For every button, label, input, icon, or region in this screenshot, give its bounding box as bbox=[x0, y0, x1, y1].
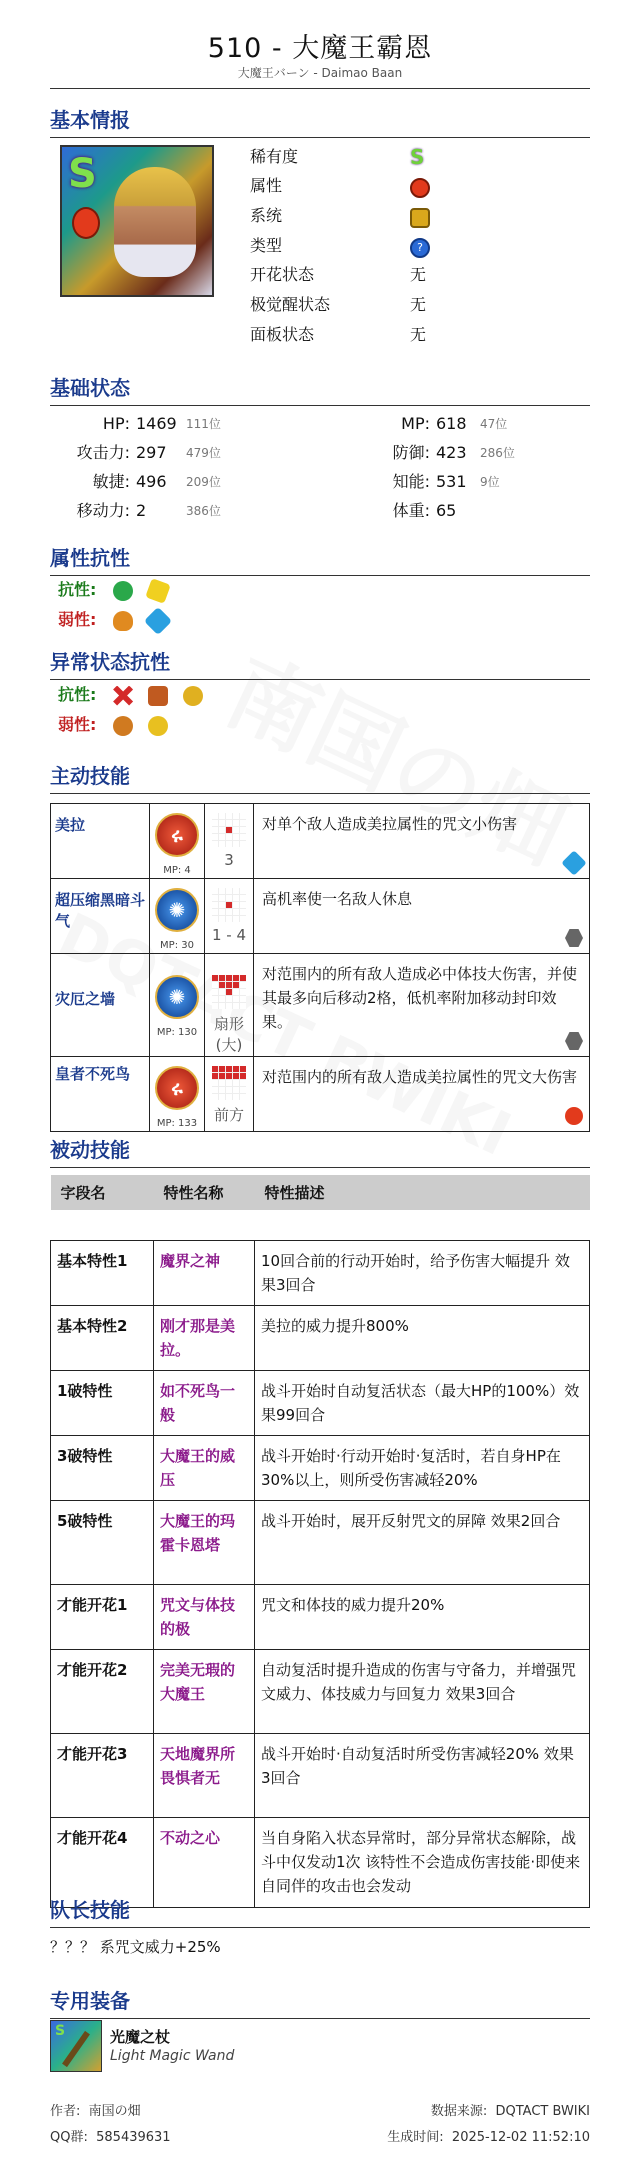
stat-weight: 体重: 65 bbox=[392, 501, 457, 520]
active-skill-table bbox=[50, 803, 590, 1132]
element-weak-row: 弱性: bbox=[58, 606, 178, 634]
page-title: 510 - 大魔王霸恩 bbox=[207, 33, 433, 64]
character-face bbox=[114, 167, 196, 277]
table-row: 基本特性2 刚才那是美拉。 美拉的威力提升800% bbox=[51, 1305, 590, 1370]
ice-element-icon bbox=[144, 606, 172, 634]
fire-element-icon bbox=[72, 207, 100, 239]
ice-element-icon bbox=[561, 850, 586, 875]
column-header: 特性描述 bbox=[255, 1175, 590, 1210]
skill-row: 超压缩黑暗斗气 ✺ MP: 30 1 - 4 高机率使一名敌人休息 bbox=[51, 879, 590, 954]
seal-cross-icon bbox=[113, 686, 133, 706]
info-panel: 面板状态 无 bbox=[250, 325, 427, 344]
range-grid-icon bbox=[212, 975, 246, 1009]
equip-name-en: Light Magic Wand bbox=[110, 2048, 235, 2064]
gear-status-icon bbox=[113, 716, 133, 736]
skill-desc: 高机率使一名敌人休息 bbox=[262, 890, 413, 908]
info-system: 系统 bbox=[250, 203, 450, 229]
skill-desc: 对范围内的所有敌人造成必中体技大伤害，并使其最多向后移动2格，低机率附加移动封印效果。 bbox=[262, 965, 578, 1031]
section-status: 基础状态 bbox=[50, 372, 590, 406]
table-row: 才能开花4 不动之心 当自身陷入状态异常时，部分异常状态解除，战斗中仅发动1次 该特性不会造成伤害技能·即使来自同伴的攻击也会发动 bbox=[51, 1817, 590, 1907]
skill-row: 灾厄之墙 ✺ MP: 130 扇形(大) 对范围内的所有敌人造成必中体技大伤害，并使其最多向后移动2格，低机率附加移动封印效果。 bbox=[51, 954, 590, 1057]
confuse-status-icon bbox=[183, 686, 203, 706]
skill-name: 灾厄之墙 bbox=[51, 954, 150, 1057]
fire-element-icon bbox=[565, 1107, 583, 1125]
section-basic: 基本情报 bbox=[50, 104, 590, 138]
stat-agility: 敏捷: 496 209位 bbox=[92, 472, 221, 491]
range-grid-icon bbox=[212, 1066, 246, 1100]
table-row: 5破特性 大魔王的玛霍卡恩塔 战斗开始时，展开反射咒文的屏障 效果2回合 bbox=[51, 1500, 590, 1584]
stat-defense: 防御: 423 286位 bbox=[392, 443, 515, 462]
blue-question-icon: ? bbox=[410, 238, 430, 258]
skill-name: 超压缩黑暗斗气 bbox=[51, 879, 150, 954]
info-bloom: 开花状态 无 bbox=[250, 265, 427, 284]
section-leader: 队长技能 bbox=[50, 1894, 590, 1928]
ailment-weak-row: 弱性: bbox=[58, 711, 178, 739]
info-awaken: 极觉醒状态 无 bbox=[250, 295, 427, 314]
column-header: 字段名 bbox=[51, 1175, 154, 1210]
table-row: 1破特性 如不死鸟一般 战斗开始时自动复活状态（最大HP的100%）效果99回合 bbox=[51, 1370, 590, 1435]
section-passive: 被动技能 bbox=[50, 1134, 590, 1168]
info-element: 属性 bbox=[250, 173, 450, 199]
range-grid-icon bbox=[212, 888, 246, 922]
section-equip: 专用装备 bbox=[50, 1985, 590, 2019]
table-row: 才能开花2 完美无瑕的大魔王 自动复活时提升造成的伤害与守备力，并增强咒文威力、体技威力与回复力 效果3回合 bbox=[51, 1649, 590, 1733]
footer-author: 作者: 南国の畑 bbox=[50, 2104, 141, 2119]
skill-name: 皇者不死鸟 bbox=[51, 1057, 150, 1132]
equip-name: 光魔之杖 bbox=[110, 2028, 171, 2046]
rarity-s-icon: S bbox=[55, 2023, 66, 2039]
info-rarity: 稀有度 S bbox=[250, 145, 425, 169]
footer-qq: QQ群: 585439631 bbox=[50, 2130, 171, 2145]
skill-desc: 对范围内的所有敌人造成美拉属性的咒文大伤害 bbox=[262, 1068, 578, 1086]
stat-intelligence: 知能: 531 9位 bbox=[392, 472, 500, 491]
divider bbox=[50, 88, 590, 89]
fire-element-icon bbox=[410, 178, 430, 198]
wand-shaft bbox=[62, 2031, 90, 2067]
table-row: 基本特性1 魔界之神 10回合前的行动开始时，给予伤害大幅提升 效果3回合 bbox=[51, 1240, 590, 1305]
neutral-element-icon bbox=[565, 1032, 583, 1050]
ailment-resist-row: 抗性: bbox=[58, 681, 213, 709]
passive-skill-table bbox=[50, 1175, 590, 1908]
info-type: 类型 ? bbox=[250, 233, 450, 259]
neutral-element-icon bbox=[565, 929, 583, 947]
leader-skill-text: ？？？ 系咒文威力+25% bbox=[50, 1938, 221, 1956]
character-portrait bbox=[60, 145, 214, 297]
section-resist: 属性抗性 bbox=[50, 542, 590, 576]
gold-badge-icon bbox=[410, 208, 430, 228]
section-active: 主动技能 bbox=[50, 760, 590, 794]
table-row: 3破特性 大魔王的威压 战斗开始时·行动开始时·复活时，若自身HP在30%以上，则所受伤害减轻20% bbox=[51, 1435, 590, 1500]
footer-time: 生成时间: 2025-12-02 11:52:10 bbox=[387, 2130, 590, 2145]
table-header bbox=[51, 1175, 590, 1210]
table-row: 才能开花1 咒文与体技的极 咒文和体技的威力提升20% bbox=[51, 1584, 590, 1649]
skill-name: 美拉 bbox=[51, 804, 150, 879]
rarity-s-icon: S bbox=[410, 145, 425, 169]
stat-move: 移动力: 2 386位 bbox=[76, 501, 221, 520]
wall-skill-icon: ✺ bbox=[155, 975, 199, 1019]
skill-row: 皇者不死鸟 ሩ MP: 133 前方 对范围内的所有敌人造成美拉属性的咒文大伤害 bbox=[51, 1057, 590, 1132]
lightning-element-icon bbox=[145, 578, 171, 604]
page-subtitle: 大魔王バーン - Daimao Baan bbox=[237, 66, 403, 80]
stat-hp: HP: 1469 111位 bbox=[102, 414, 221, 433]
wind-element-icon bbox=[113, 581, 133, 601]
footer-source: 数据来源: DQTACT BWIKI bbox=[430, 2104, 590, 2119]
earth-element-icon bbox=[113, 611, 133, 631]
element-resist-row: 抗性: bbox=[58, 576, 178, 604]
rarity-s-icon: S bbox=[68, 151, 97, 197]
skill-row: 美拉 ሩ MP: 4 3 对单个敌人造成美拉属性的咒文小伤害 bbox=[51, 804, 590, 879]
wand-icon bbox=[50, 2020, 102, 2072]
sleep-status-icon bbox=[148, 686, 168, 706]
mera-skill-icon: ሩ bbox=[155, 813, 199, 857]
stat-attack: 攻击力: 297 479位 bbox=[76, 443, 221, 462]
stat-mp: MP: 618 47位 bbox=[401, 414, 508, 433]
section-ailment: 异常状态抗性 bbox=[50, 646, 590, 680]
dark-aura-skill-icon: ✺ bbox=[155, 888, 199, 932]
range-grid-icon bbox=[212, 813, 246, 847]
stun-status-icon bbox=[148, 716, 168, 736]
skill-desc: 对单个敌人造成美拉属性的咒文小伤害 bbox=[262, 815, 518, 833]
phoenix-skill-icon: ሩ bbox=[155, 1066, 199, 1110]
column-header: 特性名称 bbox=[154, 1175, 255, 1210]
table-row: 才能开花3 天地魔界所畏惧者无 战斗开始时·自动复活时所受伤害减轻20% 效果3回合 bbox=[51, 1733, 590, 1817]
